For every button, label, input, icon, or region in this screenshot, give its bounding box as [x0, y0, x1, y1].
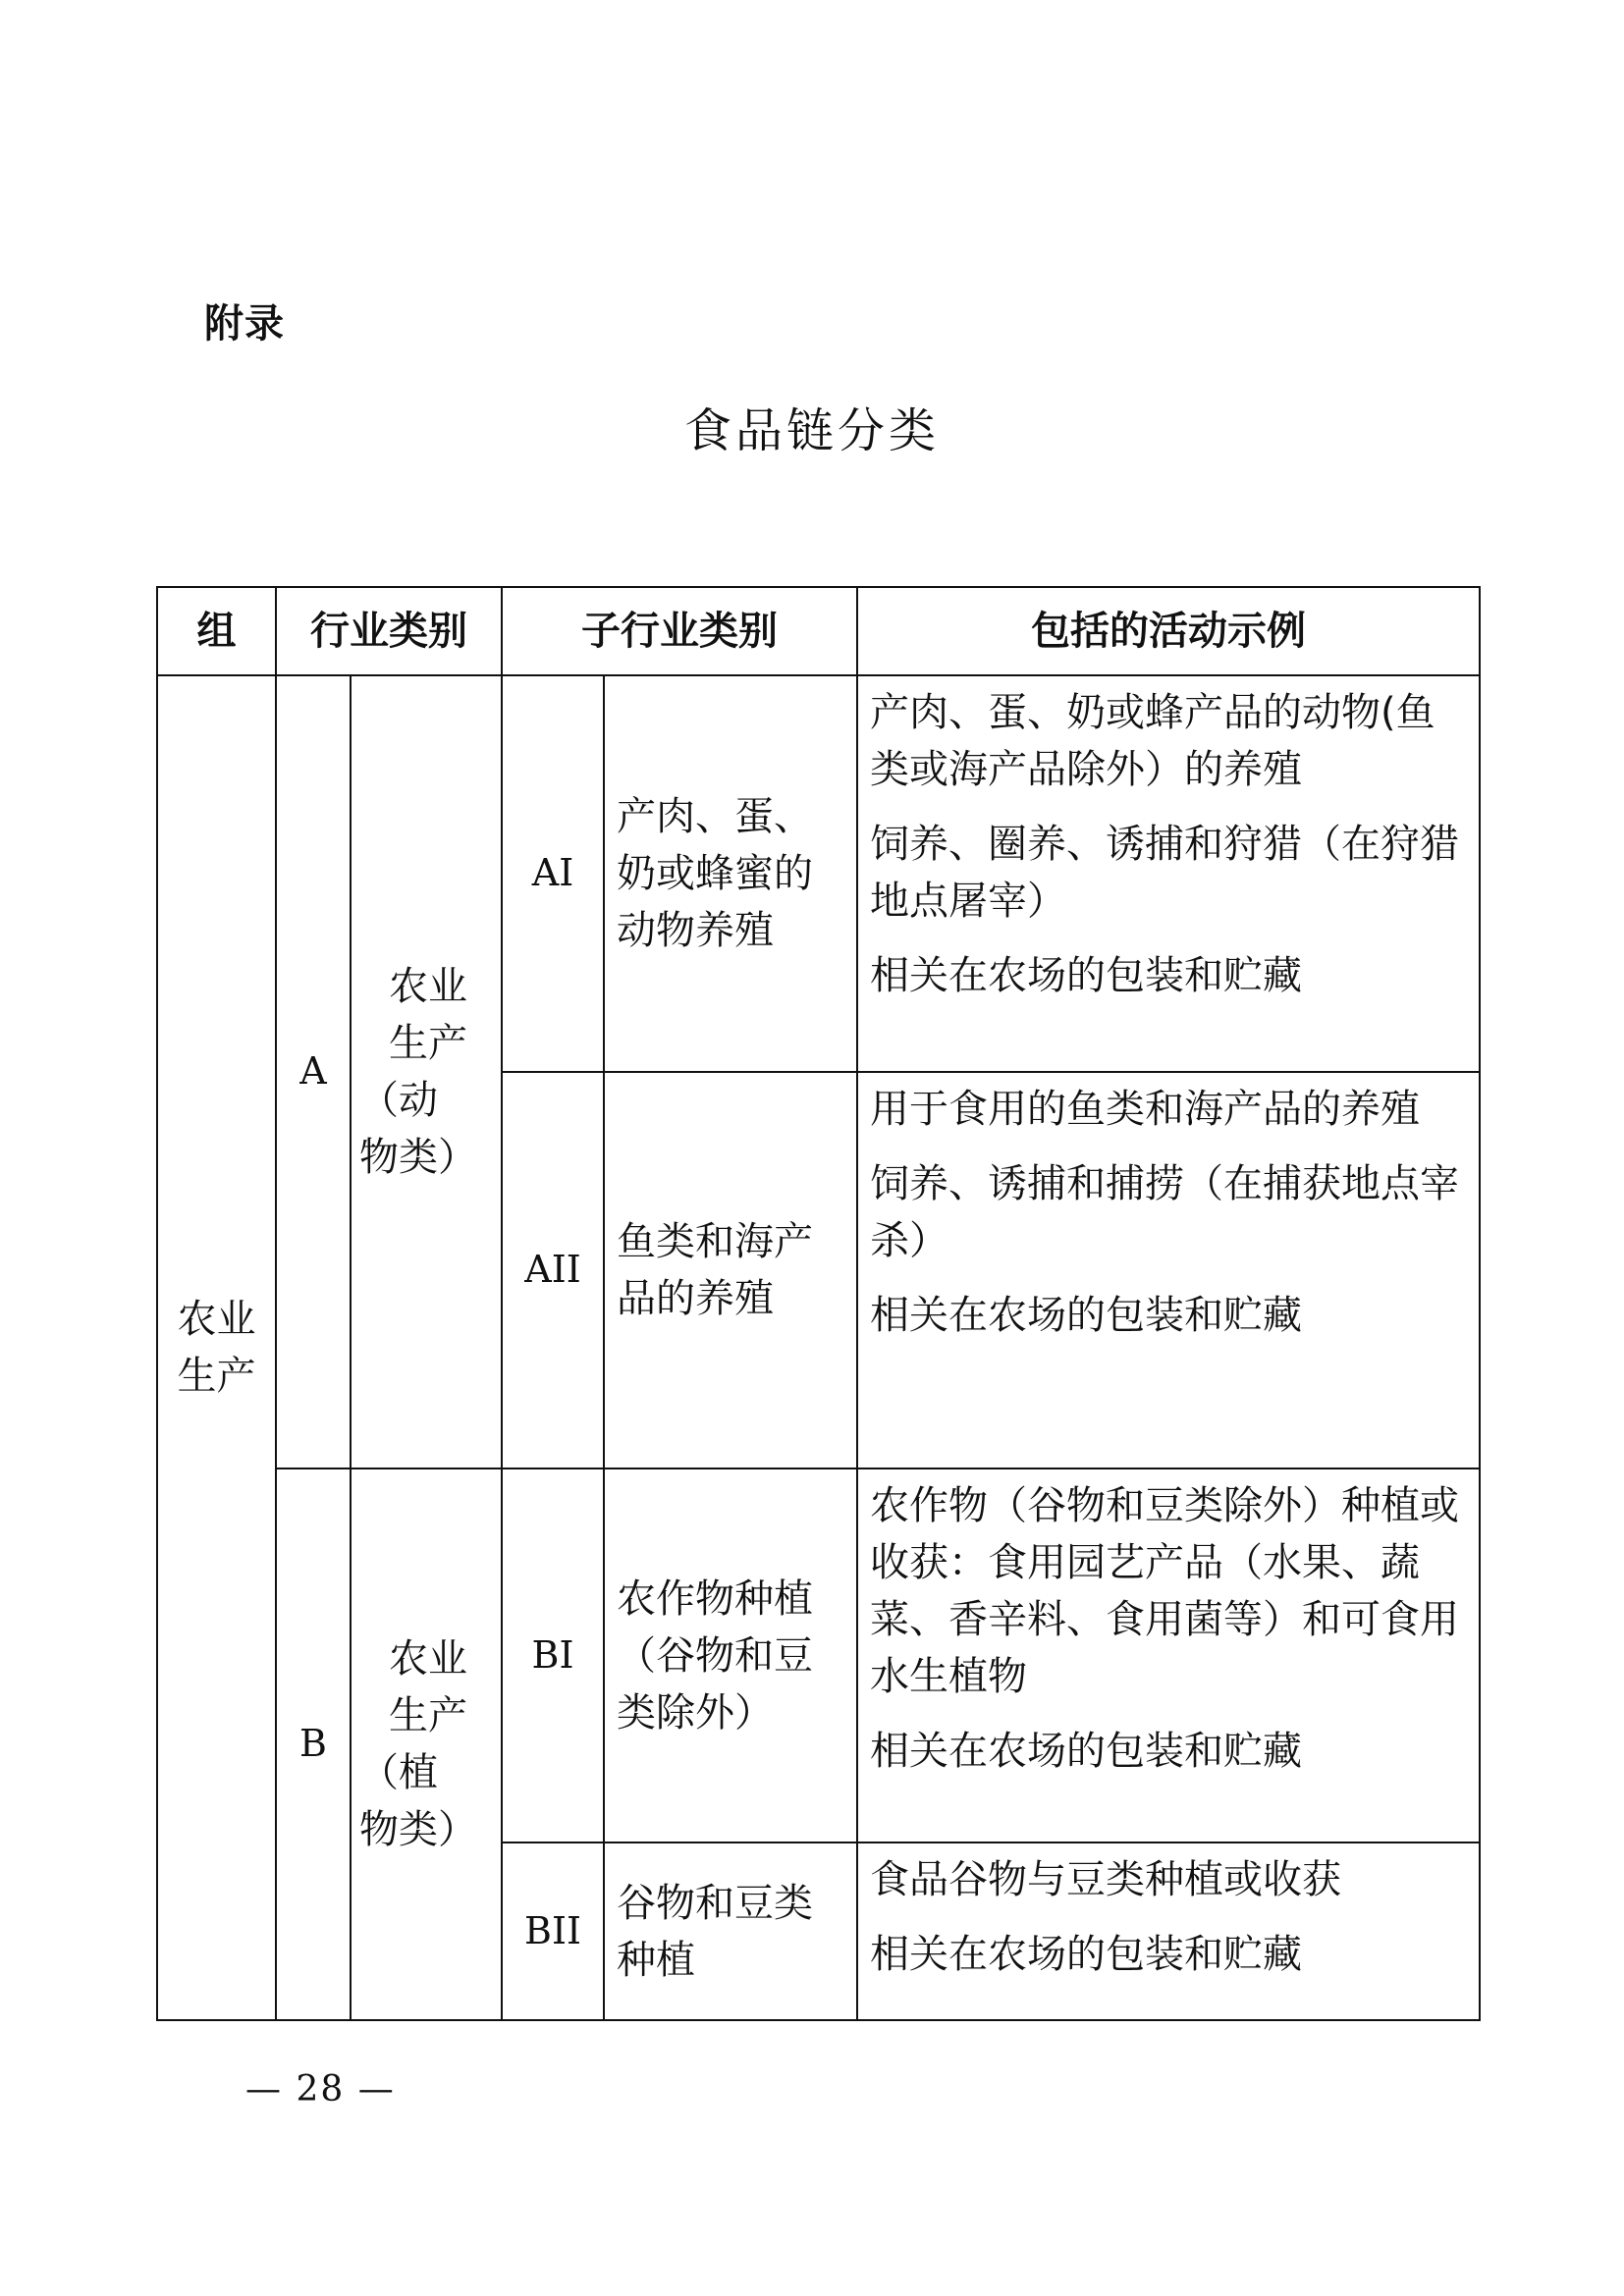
subcategory-name: 农作物种植（谷物和豆类除外）: [604, 1468, 857, 1842]
activity-item: 用于食用的鱼类和海产品的养殖: [870, 1087, 1420, 1132]
document-title: 食品链分类: [683, 403, 940, 458]
header-activities: 包括的活动示例: [857, 587, 1480, 675]
activity-item: 饲养、圈养、诱捕和狩猎（在狩猎地点屠宰）: [870, 822, 1459, 924]
category-name-line: 生产: [389, 1693, 467, 1738]
table-header-row: [157, 587, 1480, 675]
subcategory-code: AII: [502, 1072, 604, 1468]
activity-item: 相关在农场的包装和贮藏: [870, 1729, 1302, 1774]
group-name: 农业生产: [157, 675, 276, 2020]
activity-item: 饲养、诱捕和捕捞（在捕获地点宰杀）: [870, 1161, 1459, 1263]
page-number: — 28 —: [245, 2069, 396, 2109]
activity-item: 相关在农场的包装和贮藏: [870, 953, 1302, 998]
subcategory-name: 鱼类和海产品的养殖: [604, 1072, 857, 1468]
category-name: [351, 675, 502, 1468]
activity-cell: [857, 1842, 1480, 2020]
header-industry: 行业类别: [276, 587, 502, 675]
activity-item: 农作物（谷物和豆类除外）种植或收获：食用园艺产品（水果、蔬菜、香辛料、食用菌等）和可食用水生植物: [870, 1483, 1459, 1699]
category-name-line: 农业: [389, 1636, 467, 1682]
category-name: [351, 1468, 502, 2020]
activity-cell: [857, 1072, 1480, 1468]
category-name-line: 物类）: [359, 1807, 477, 1852]
activity-item: 产肉、蛋、奶或蜂产品的动物(鱼类或海产品除外）的养殖: [870, 690, 1435, 792]
activity-cell: [857, 675, 1480, 1072]
subcategory-code: AI: [502, 675, 604, 1072]
category-name-line: （植: [359, 1750, 438, 1795]
activity-item: 相关在农场的包装和贮藏: [870, 1932, 1302, 1977]
category-name-line: （动: [359, 1078, 438, 1123]
activity-item: 相关在农场的包装和贮藏: [870, 1293, 1302, 1338]
category-name-line: 物类）: [359, 1135, 477, 1180]
category-code: B: [276, 1468, 351, 2020]
header-group: 组: [157, 587, 276, 675]
header-subindustry: 子行业类别: [502, 587, 857, 675]
subcategory-code: BII: [502, 1842, 604, 2020]
category-code: A: [276, 675, 351, 1468]
category-name-line: 农业: [389, 964, 467, 1009]
appendix-label: 附录: [204, 301, 285, 347]
subcategory-name: 谷物和豆类种植: [604, 1842, 857, 2020]
table-row: [157, 1468, 1480, 1842]
activity-cell: [857, 1468, 1480, 1842]
category-name-line: 生产: [389, 1021, 467, 1066]
table-row: [157, 675, 1480, 1072]
subcategory-code: BI: [502, 1468, 604, 1842]
food-chain-table: [156, 586, 1481, 2021]
activity-item: 食品谷物与豆类种植或收获: [870, 1857, 1341, 1902]
subcategory-name: 产肉、蛋、奶或蜂蜜的动物养殖: [604, 675, 857, 1072]
